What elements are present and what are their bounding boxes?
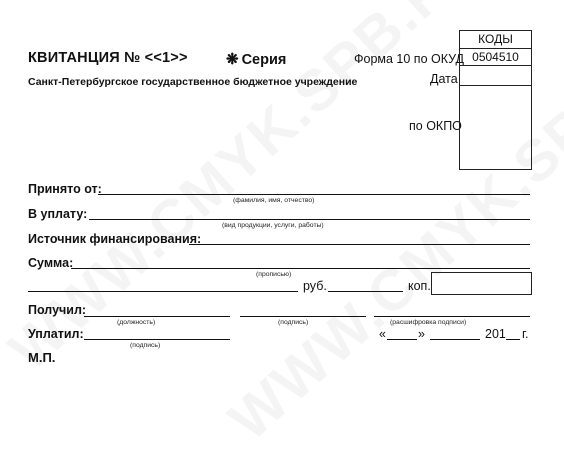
istochnik-field[interactable] xyxy=(189,244,530,245)
quote-open: « xyxy=(379,327,386,341)
poluchil-dolzhnost-field[interactable] xyxy=(84,316,230,317)
prinyato-ot-label: Принято от: xyxy=(28,182,102,196)
organization-name: Санкт-Петербургское государственное бюджетное учреждение xyxy=(28,76,358,88)
poluchil-rasshifrovka-field[interactable] xyxy=(374,316,530,317)
quote-close: » xyxy=(418,327,425,341)
istochnik-label: Источник финансирования: xyxy=(28,232,202,246)
codes-header: КОДЫ xyxy=(478,32,513,46)
kop-label: коп. xyxy=(408,279,431,293)
okpo-label: по ОКПО xyxy=(409,119,462,133)
day-field[interactable] xyxy=(387,339,417,340)
v-uplatu-label: В уплату: xyxy=(28,207,88,221)
codes-table xyxy=(459,30,532,170)
seria-label xyxy=(226,50,286,68)
uplatil-podpis-hint: (подпись) xyxy=(130,342,161,349)
year-prefix: 201 xyxy=(485,327,506,341)
date-label: Дата xyxy=(430,72,458,86)
prinyato-ot-field[interactable] xyxy=(98,194,530,195)
summa-field-2[interactable] xyxy=(28,291,298,292)
summa-hint: (прописью) xyxy=(256,271,292,278)
uplatil-label: Уплатил: xyxy=(28,327,84,341)
mp-label: М.П. xyxy=(28,350,56,365)
rub-label: руб. xyxy=(303,279,327,293)
snowflake-icon: ❋ xyxy=(226,51,239,68)
v-uplatu-hint: (вид продукции, услуги, работы) xyxy=(222,222,324,229)
v-uplatu-field[interactable] xyxy=(89,219,530,220)
okud-code: 0504510 xyxy=(460,48,531,65)
dolzhnost-hint: (должность) xyxy=(117,319,156,326)
receipt-title: КВИТАНЦИЯ № <<1>> xyxy=(28,50,188,66)
prinyato-ot-hint: (фамилия, имя, отчество) xyxy=(233,197,315,204)
date-code-field[interactable] xyxy=(460,65,531,85)
podpis-hint: (подпись) xyxy=(278,319,309,326)
year-suffix: г. xyxy=(522,327,529,341)
kop-box[interactable] xyxy=(431,272,532,295)
month-field[interactable] xyxy=(430,339,480,340)
uplatil-podpis-field[interactable] xyxy=(84,339,230,340)
poluchil-label: Получил: xyxy=(28,303,87,317)
rasshifrovka-hint: (расшифровка подписи) xyxy=(390,319,467,326)
summa-field-1[interactable] xyxy=(71,268,530,269)
summa-label: Сумма: xyxy=(28,256,74,270)
seria-text: Серия xyxy=(241,52,287,68)
rub-field[interactable] xyxy=(328,291,403,292)
okud-label: Форма 10 по ОКУД xyxy=(354,52,464,66)
year-field[interactable] xyxy=(506,339,520,340)
okpo-code-field[interactable] xyxy=(460,85,531,169)
poluchil-podpis-field[interactable] xyxy=(240,316,366,317)
